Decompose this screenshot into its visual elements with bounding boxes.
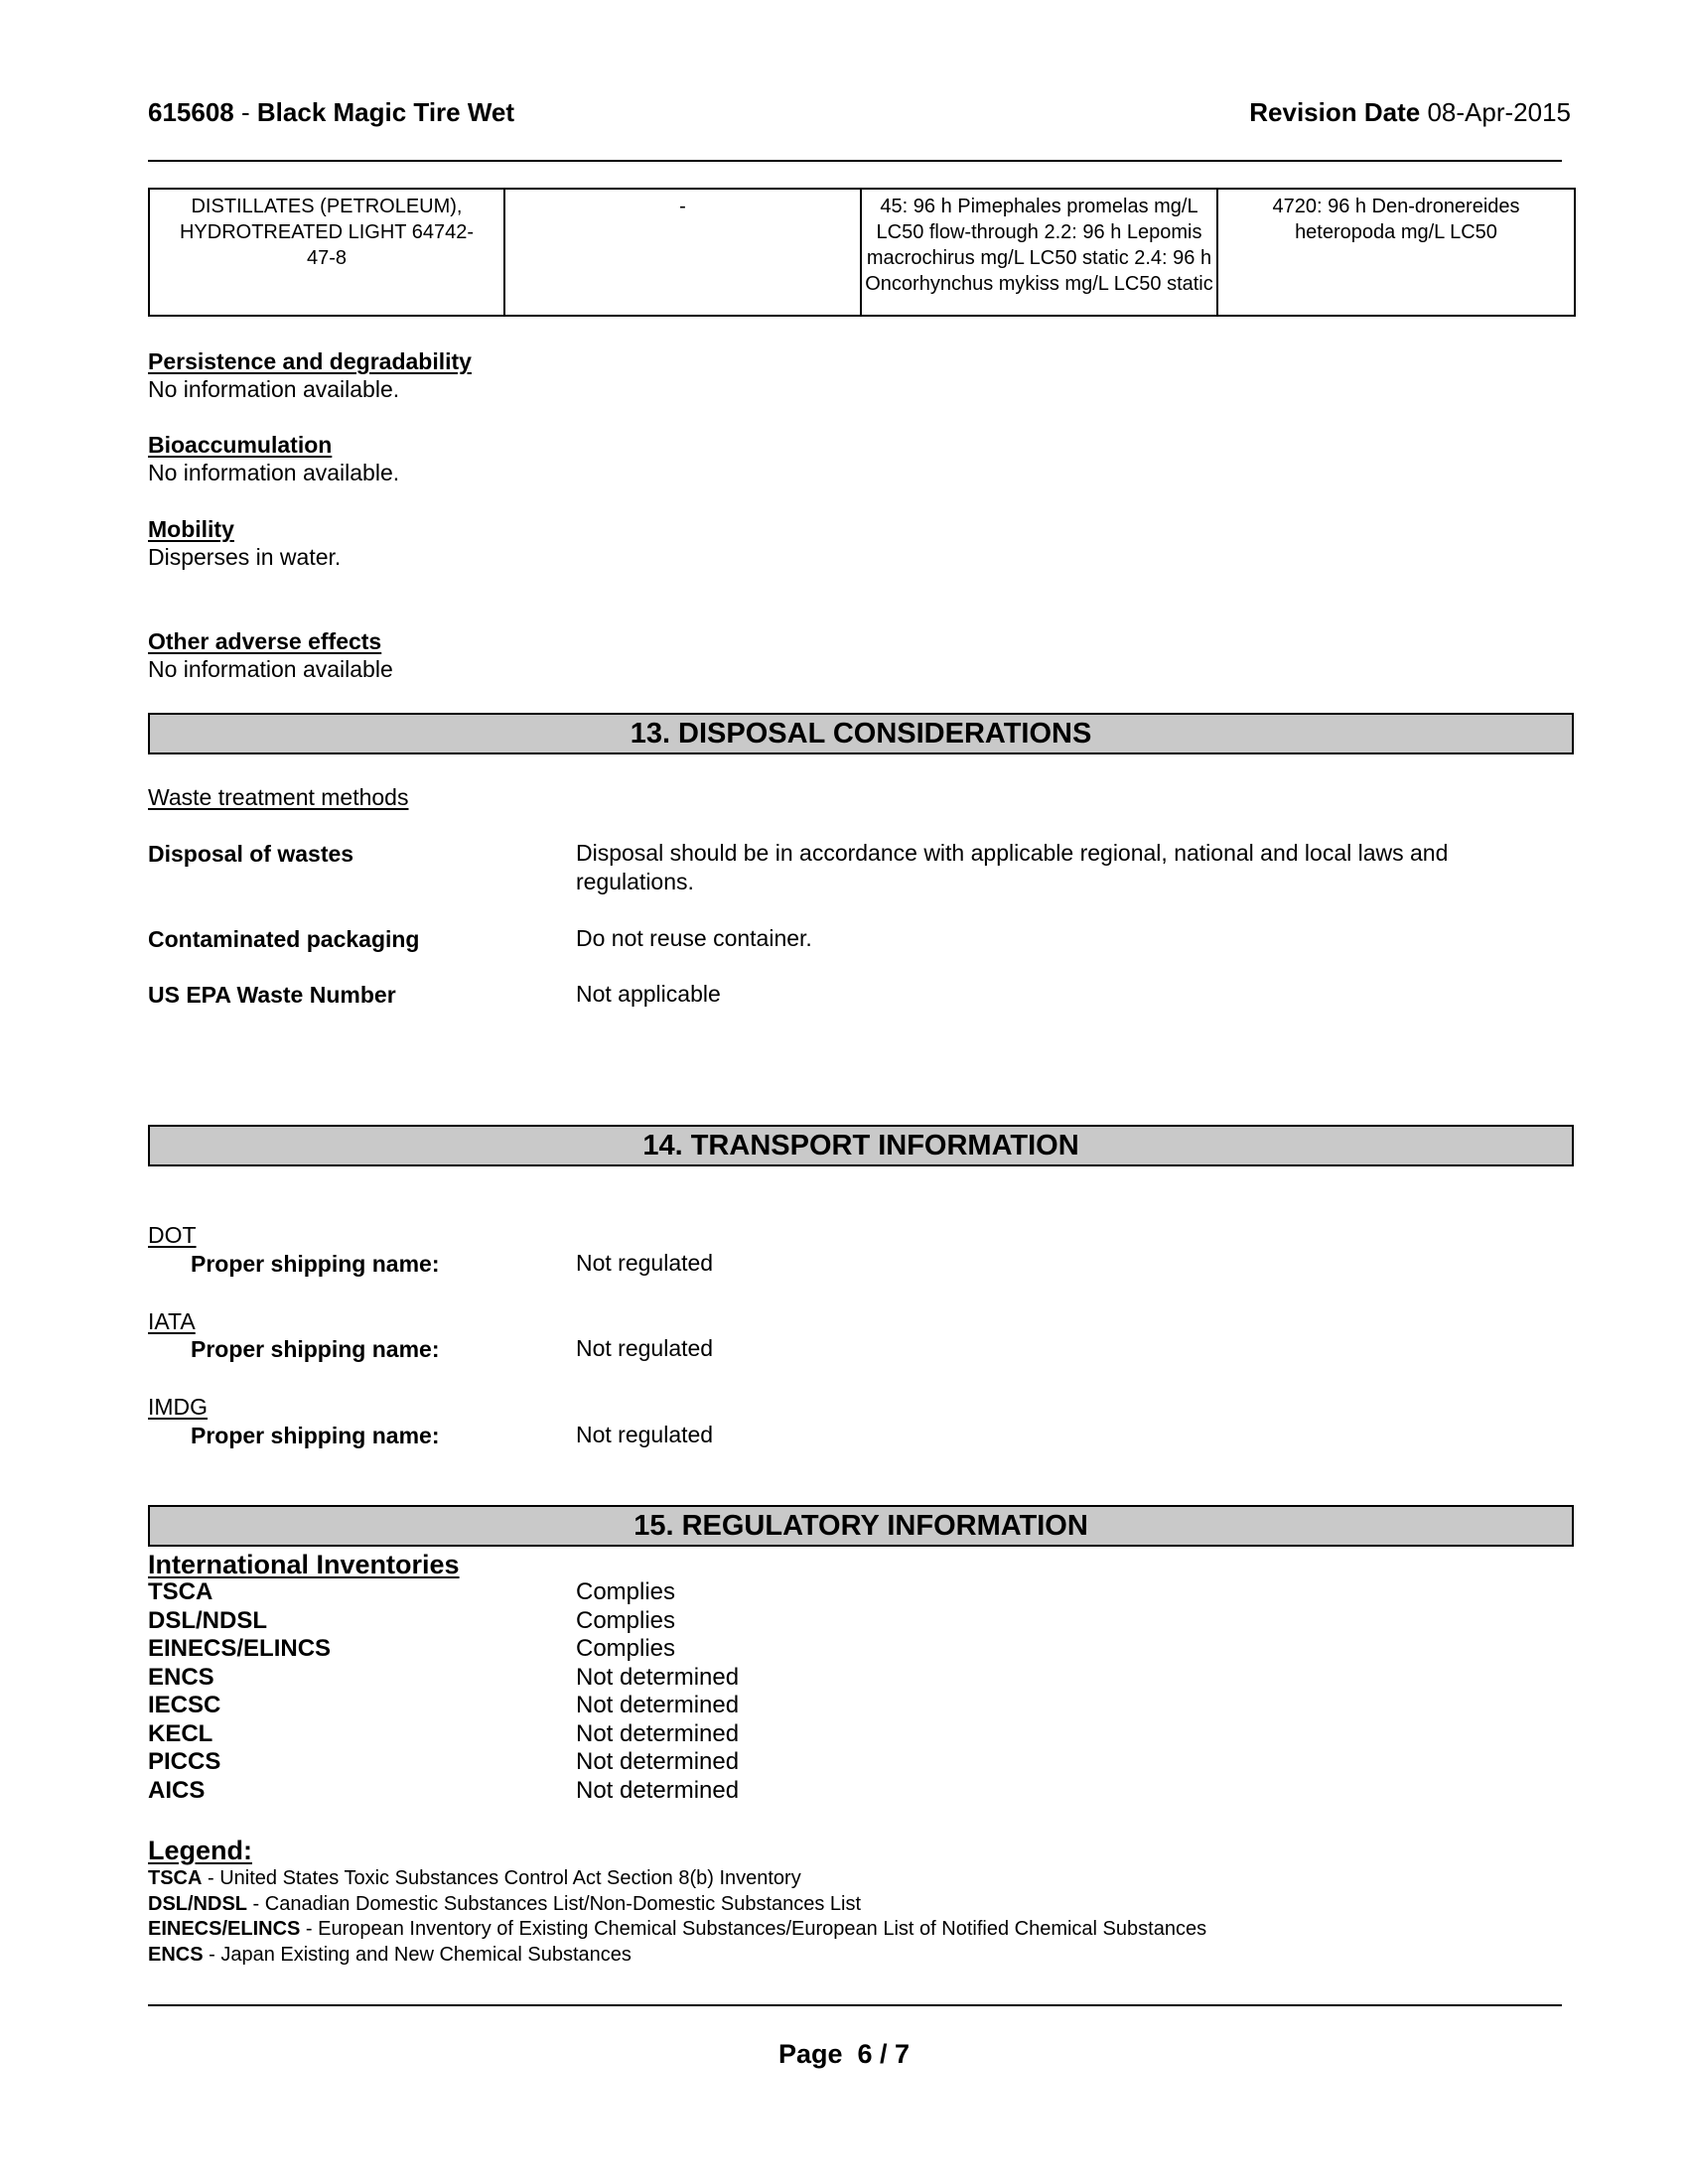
legend-item (148, 1944, 632, 1967)
bioaccumulation-text: No information available. (148, 460, 400, 485)
inventory-code: IECSC (148, 1692, 221, 1718)
other-effects-heading: Other adverse effects (148, 628, 382, 654)
legend-item (148, 1918, 1206, 1941)
inventory-status: Not determined (576, 1720, 740, 1747)
chemical-name-cell: DISTILLATES (PETROLEUM), HYDROTREATED LIGHT 64742-47-8 (149, 189, 504, 316)
header-separator: - (241, 97, 250, 127)
section-15-banner: 15. REGULATORY INFORMATION (148, 1505, 1574, 1547)
page-label: Page (777, 2039, 843, 2069)
persistence-text: No information available. (148, 376, 400, 402)
transport-mode-imdg: IMDG (148, 1394, 209, 1420)
legend-item (148, 1893, 861, 1916)
page-count: 6 / 7 (857, 2039, 911, 2069)
shipping-name-label: Proper shipping name: (191, 1251, 440, 1277)
inventory-row (148, 1635, 1042, 1663)
transport-mode-iata: IATA (148, 1308, 196, 1334)
legend-code: EINECS/ELINCS (148, 1918, 301, 1940)
inventory-code: TSCA (148, 1578, 213, 1605)
doc-id: 615608 (148, 97, 234, 127)
shipping-name-value: Not regulated (576, 1335, 714, 1361)
footer-rule (148, 2004, 1562, 2006)
inventory-row (148, 1777, 1042, 1805)
inventory-code: AICS (148, 1777, 206, 1804)
waste-treatment-heading: Waste treatment methods (148, 784, 409, 810)
inventory-code: ENCS (148, 1664, 214, 1691)
mobility-heading: Mobility (148, 516, 234, 542)
table-row (149, 189, 1575, 316)
inventory-row (148, 1664, 1042, 1692)
persistence-heading: Persistence and degradability (148, 348, 472, 374)
inventory-row (148, 1692, 1042, 1719)
ecotoxicity-table (148, 188, 1576, 317)
inventory-row (148, 1720, 1042, 1748)
shipping-name-label: Proper shipping name: (191, 1423, 440, 1448)
inventory-row (148, 1748, 1042, 1776)
inventory-status: Not determined (576, 1664, 740, 1691)
legend-text: - Japan Existing and New Chemical Substances (203, 1944, 632, 1966)
inventory-code: DSL/NDSL (148, 1607, 267, 1634)
legend-code: DSL/NDSL (148, 1893, 247, 1915)
epa-waste-number-label: US EPA Waste Number (148, 982, 396, 1008)
inventory-row (148, 1578, 1042, 1606)
epa-waste-number-value: Not applicable (576, 981, 721, 1007)
inventory-status: Complies (576, 1578, 676, 1605)
shipping-name-value: Not regulated (576, 1422, 714, 1447)
inventory-status: Not determined (576, 1692, 740, 1718)
crustacea-cell: 4720: 96 h Den-dronereides heteropoda mg/L LC50 (1217, 189, 1575, 316)
page-number (0, 2039, 1688, 2070)
contaminated-packaging-value: Do not reuse container. (576, 925, 812, 951)
transport-mode-dot: DOT (148, 1222, 197, 1248)
legend-item (148, 1867, 801, 1890)
inventories-heading: International Inventories (148, 1550, 460, 1579)
contaminated-packaging-label: Contaminated packaging (148, 926, 420, 952)
legend-code: ENCS (148, 1944, 204, 1966)
revision-date: 08-Apr-2015 (1427, 97, 1571, 127)
fish-cell: 45: 96 h Pimephales promelas mg/L LC50 flow-through 2.2: 96 h Lepomis macrochirus mg/L LC50 static 2.4: 96 h Oncorhynchus mykiss mg/L LC50 static (861, 189, 1217, 316)
inventory-status: Complies (576, 1635, 676, 1662)
inventory-status: Not determined (576, 1777, 740, 1804)
inventory-code: KECL (148, 1720, 213, 1747)
legend-code: TSCA (148, 1867, 203, 1889)
shipping-name-label: Proper shipping name: (191, 1336, 440, 1362)
inventory-status: Not determined (576, 1748, 740, 1775)
revision-info (1249, 97, 1571, 128)
bioaccumulation-heading: Bioaccumulation (148, 432, 333, 458)
other-effects-text: No information available (148, 656, 393, 682)
header-rule (148, 160, 1562, 162)
legend-text: - European Inventory of Existing Chemical Substances/European List of Notified Chemical Substances (300, 1918, 1207, 1940)
inventory-row (148, 1607, 1042, 1635)
inventory-code: PICCS (148, 1748, 221, 1775)
shipping-name-value: Not regulated (576, 1250, 714, 1276)
mobility-text: Disperses in water. (148, 544, 342, 570)
disposal-wastes-value: Disposal should be in accordance with applicable regional, national and local laws and regulations. (576, 840, 1449, 894)
revision-label: Revision Date (1249, 97, 1421, 127)
legend-text: - United States Toxic Substances Control Act Section 8(b) Inventory (202, 1867, 801, 1889)
page-header (148, 97, 1571, 133)
disposal-wastes-label: Disposal of wastes (148, 841, 354, 867)
algae-cell: - (504, 189, 861, 316)
product-name: Black Magic Tire Wet (256, 97, 515, 127)
header-title (148, 97, 514, 128)
inventory-code: EINECS/ELINCS (148, 1635, 332, 1662)
section-13-banner: 13. DISPOSAL CONSIDERATIONS (148, 713, 1574, 754)
inventory-status: Complies (576, 1607, 676, 1634)
section-14-banner: 14. TRANSPORT INFORMATION (148, 1125, 1574, 1166)
legend-text: - Canadian Domestic Substances List/Non-Domestic Substances List (247, 1893, 862, 1915)
legend-heading: Legend: (148, 1836, 252, 1865)
